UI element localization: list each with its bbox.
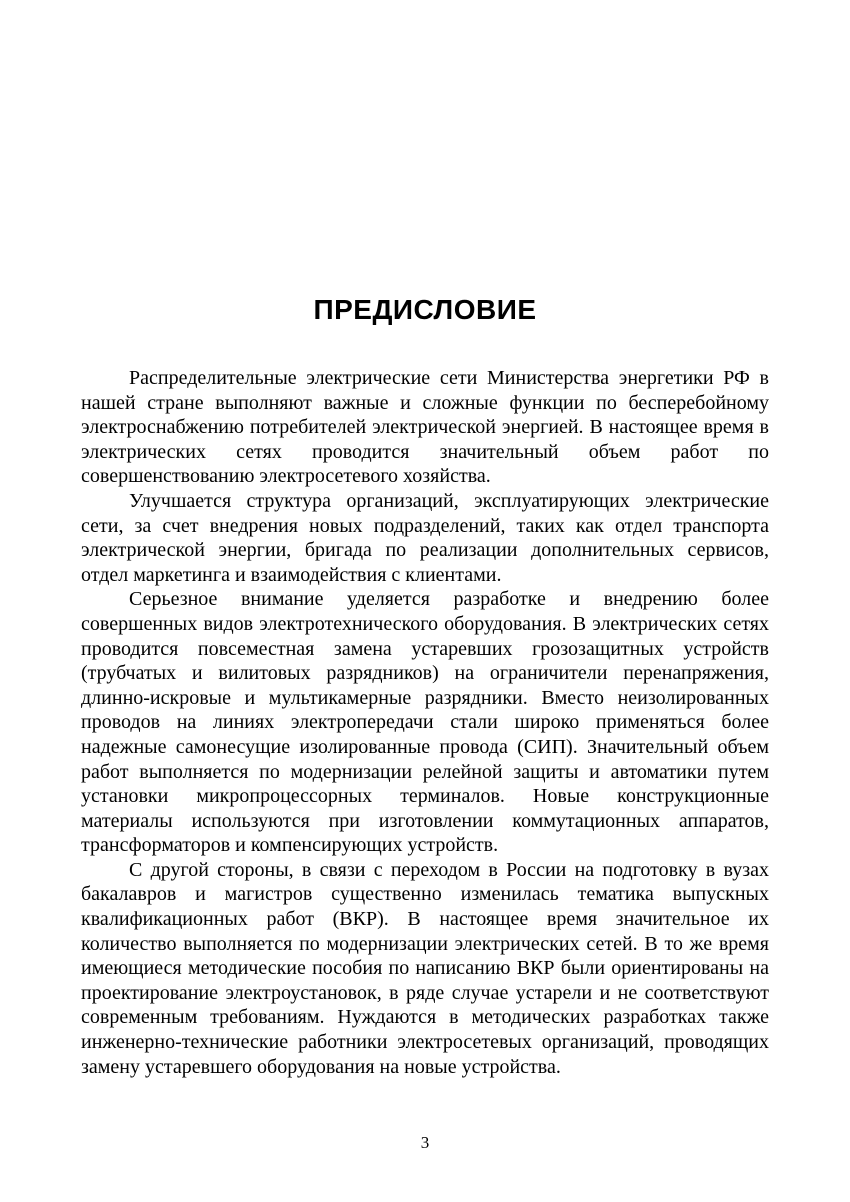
body-text (81, 366, 769, 1079)
paragraph-1: Распределительные электрические сети Министерства энергетики РФ в нашей стране выполняют важные и сложные функции по бесперебойному электроснабжению потребителей электрической энергией. В настоящее время в электрических сетях проводится значительный объем работ по совершенствованию электросетевого хозяйства. (81, 367, 769, 488)
paragraph-3: Серьезное внимание уделяется разработке и внедрению более совершенных видов электротехнического оборудования. В электрических сетях проводится повсеместная замена устаревших грозозащитных устройств (трубчатых и вилитовых разрядников) на ограничители перенапряжения, длинно-искровые и мультикамерные разрядники. Вместо неизолированных проводов на линиях электропередачи стали широко применяться более надежные самонесущие изолированные провода (СИП). Значительный объем работ выполняется по модернизации релейной защиты и автоматики путем установки микропроцессорных терминалов. Новые конструкционные материалы используются при изготовлении коммутационных аппаратов, трансформаторов и компенсирующих устройств. (81, 588, 769, 857)
page-number: 3 (420, 1133, 430, 1152)
paragraph-2: Улучшается структура организаций, эксплуатирующих электрические сети, за счет внедрения новых подразделений, таких как отдел транспорта электрической энергии, бригада по реализации дополнительных сервисов, отдел маркетинга и взаимодействия с клиентами. (81, 489, 769, 586)
page-title: ПРЕДИСЛОВИЕ (313, 294, 537, 325)
paragraph-4: С другой стороны, в связи с переходом в России на подготовку в вузах бакалавров и магистров существенно изменилась тематика выпускных квалификационных работ (ВКР). В настоящее время значительное их количество выполняется по модернизации электрических сетей. В то же время имеющиеся методические пособия по написанию ВКР были ориентированы на проектирование электроустановок, в ряде случае устарели и не соответствуют современным требованиям. Нуждаются в методических разработках также инженерно-технические работники электросетевых организаций, проводящих замену устаревшего оборудования на новые устройства. (81, 858, 769, 1078)
